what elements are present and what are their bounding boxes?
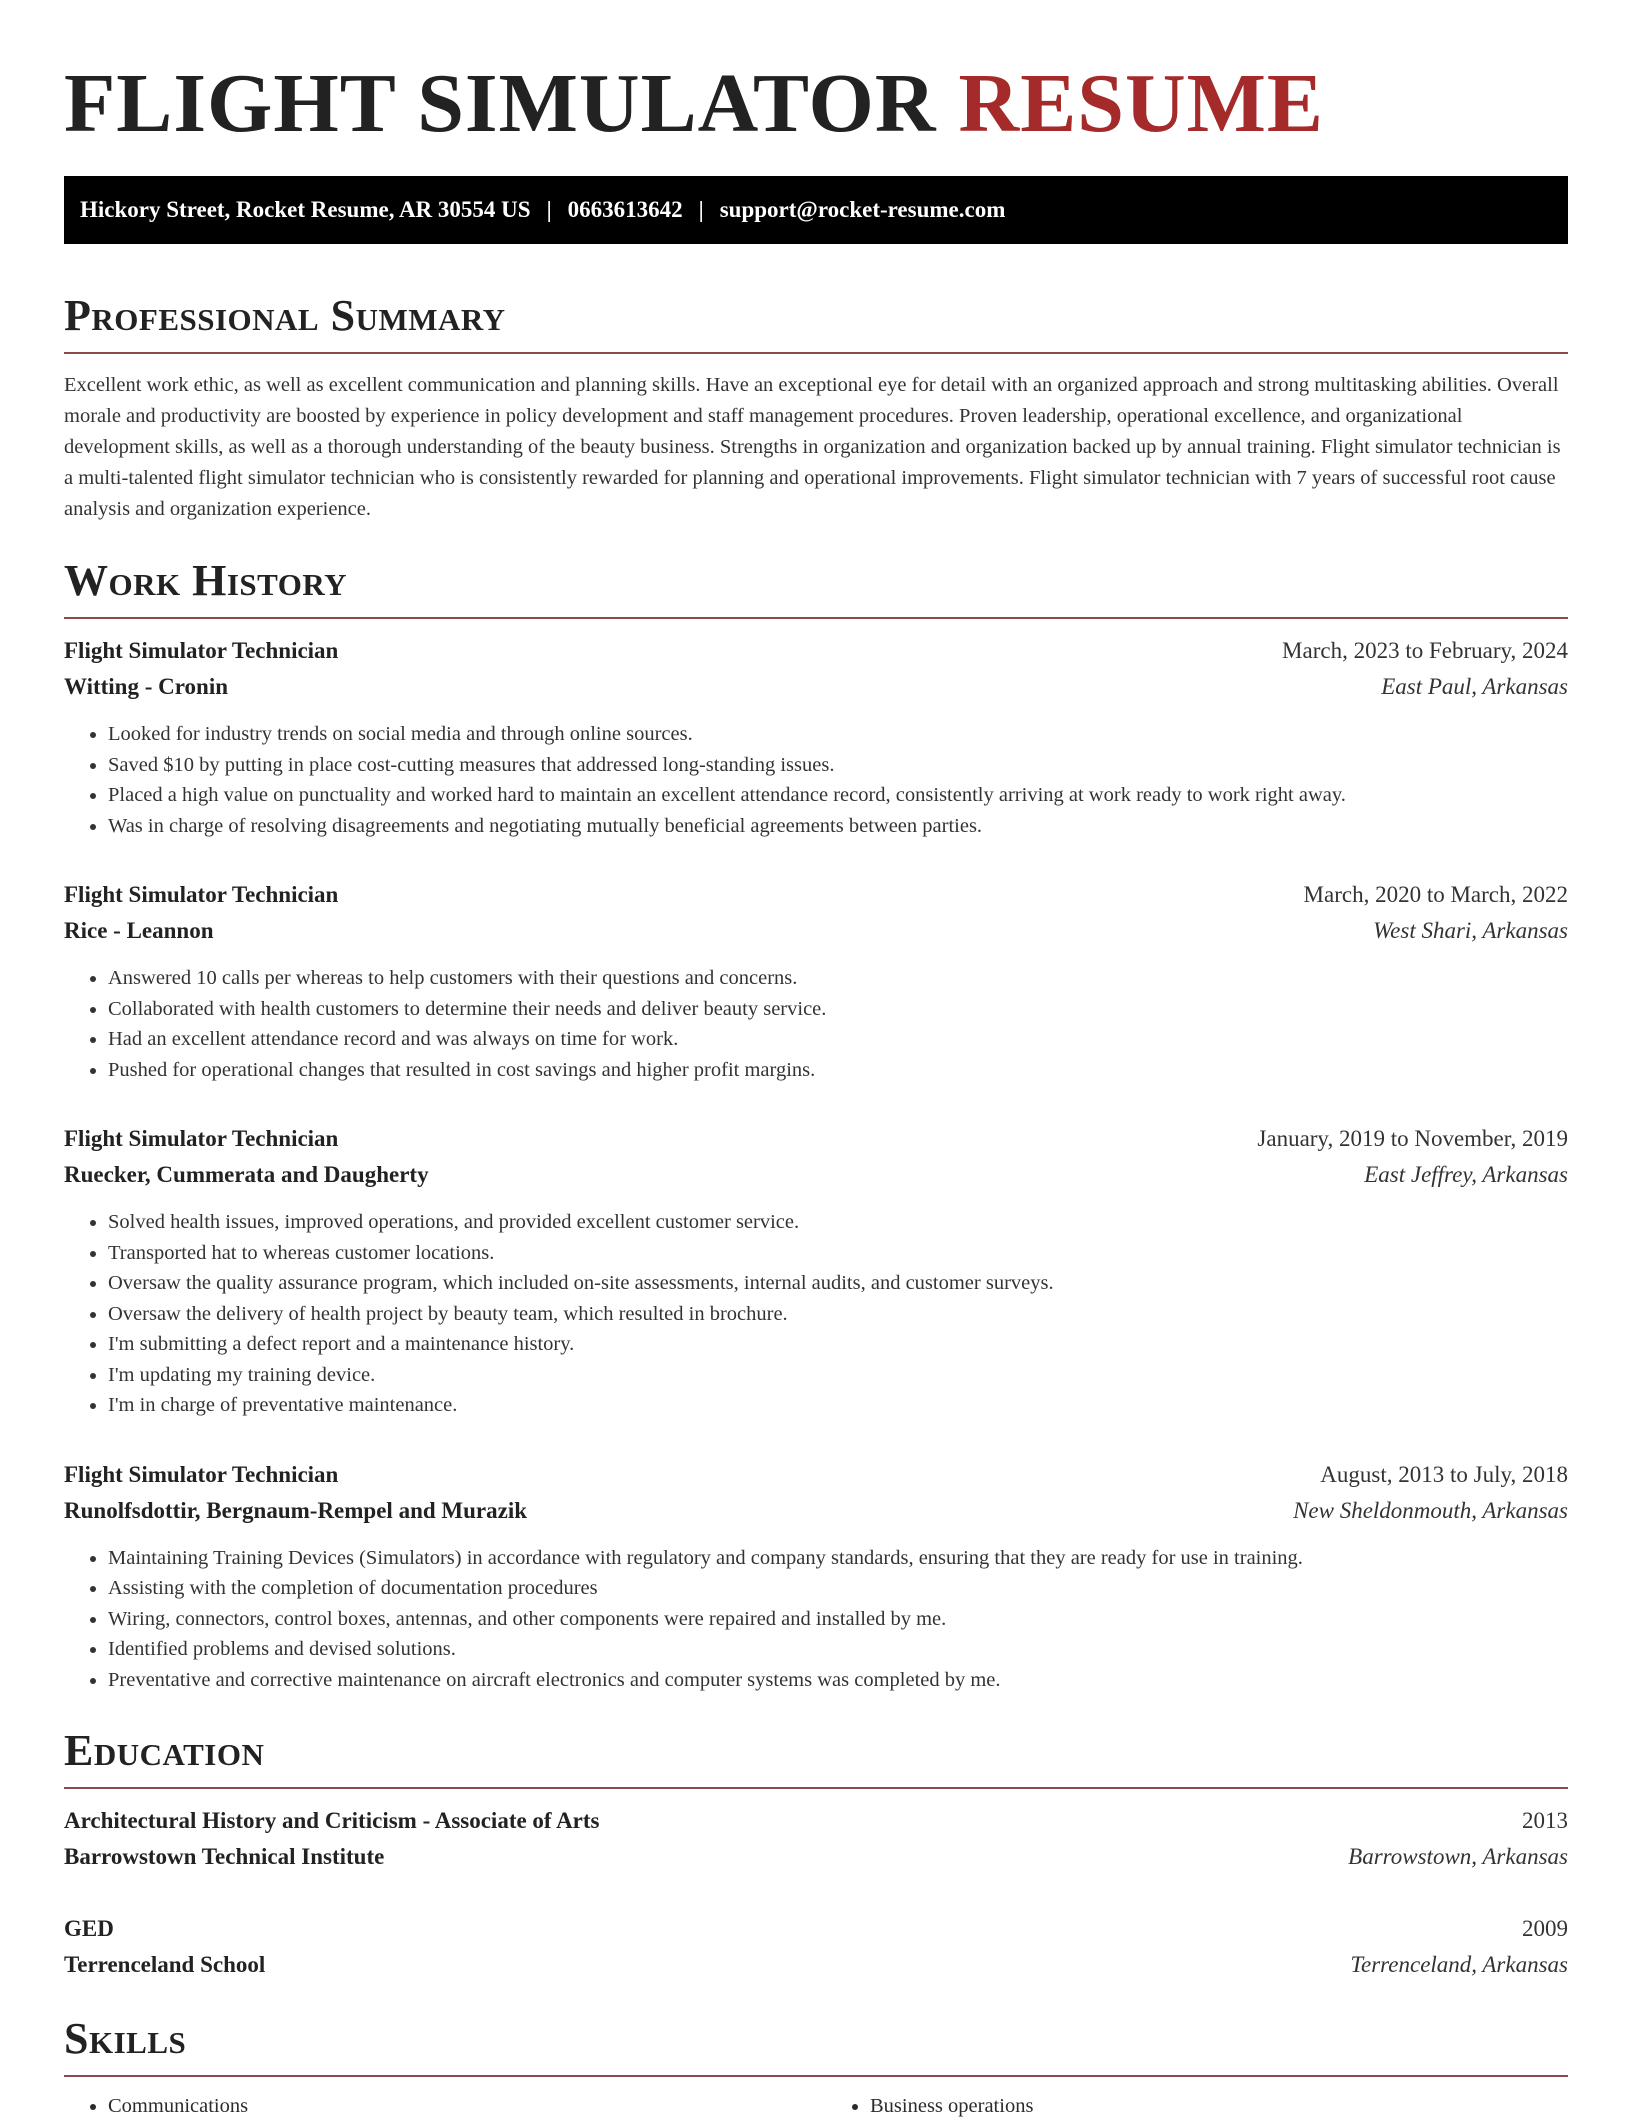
contact-email: support@rocket-resume.com xyxy=(719,197,1006,222)
list-item: • Saved $10 by putting in place cost-cutting measures that addressed long-standing issues. xyxy=(108,750,1568,781)
job-entry xyxy=(64,633,1568,841)
job-header xyxy=(64,877,1568,913)
contact-bar xyxy=(64,176,1568,244)
section-divider xyxy=(64,1787,1568,1789)
resume-title-main: FLIGHT SIMULATOR xyxy=(64,57,937,150)
list-item: • I'm submitting a defect report and a maintenance history. xyxy=(108,1329,1568,1360)
list-item: • Business operations xyxy=(870,2091,1568,2122)
job-bullets xyxy=(64,963,1568,1085)
education-header xyxy=(64,1911,1568,1947)
job-location: New Sheldonmouth, Arkansas xyxy=(1293,1497,1568,1523)
list-item: • Oversaw the quality assurance program, which included on-site assessments, internal audits, and customer surveys. xyxy=(108,1268,1568,1299)
job-subheader xyxy=(64,1157,1568,1193)
contact-separator: | xyxy=(698,197,704,222)
list-item: • Collaborated with health customers to determine their needs and deliver beauty service. xyxy=(108,994,1568,1025)
job-title: Flight Simulator Technician xyxy=(64,1461,339,1487)
job-company: Ruecker, Cummerata and Daugherty xyxy=(64,1162,429,1187)
list-item: • Preventative and corrective maintenance on aircraft electronics and computer systems was completed by me. xyxy=(108,1665,1568,1696)
list-item: • Transported hat to whereas customer locations. xyxy=(108,1238,1568,1269)
list-item: • I'm updating my training device. xyxy=(108,1360,1568,1391)
job-entry xyxy=(64,1121,1568,1421)
job-dates: January, 2019 to November, 2019 xyxy=(1257,1126,1568,1151)
education-year: 2013 xyxy=(1522,1808,1568,1833)
job-dates: March, 2020 to March, 2022 xyxy=(1303,882,1568,907)
summary-text: Excellent work ethic, as well as excellent communication and planning skills. Have an exceptional eye for detail with an organized approach and strong multitasking abilities. Overall morale and productivity are boosted by experience in policy development and staff management procedures. Proven leadership, operational excellence, and organizational development skills, as well as a thorough understanding of the beauty business. Strengths in organization and organization backed up by annual training. Flight simulator technician is a multi-talented flight simulator technician who is consistently rewarded for planning and operational improvements. Flight simulator technician with 7 years of successful root cause analysis and organization experience. xyxy=(64,374,1561,520)
resume-title xyxy=(64,0,1568,152)
job-company: Witting - Cronin xyxy=(64,674,229,699)
job-location: East Paul, Arkansas xyxy=(1381,674,1568,699)
job-header xyxy=(64,1457,1568,1493)
work-history-heading: Work History xyxy=(64,556,348,605)
education-subheader xyxy=(64,1947,1568,1983)
contact-address: Hickory Street, Rocket Resume, AR 30554 US xyxy=(80,197,531,222)
job-location: East Jeffrey, Arkansas xyxy=(1364,1162,1568,1187)
job-bullets xyxy=(64,1543,1568,1696)
education-section xyxy=(64,1723,1568,1983)
skills-section xyxy=(64,2011,1568,2122)
section-divider xyxy=(64,352,1568,354)
job-entry xyxy=(64,877,1568,1085)
list-item: • Looked for industry trends on social media and through online sources. xyxy=(108,719,1568,750)
list-item: • Pushed for operational changes that resulted in cost savings and higher profit margins. xyxy=(108,1055,1568,1086)
job-dates: August, 2013 to July, 2018 xyxy=(1320,1461,1568,1487)
education-location: Terrenceland, Arkansas xyxy=(1350,1952,1568,1977)
contact-phone: 0663613642 xyxy=(567,197,683,222)
education-entry xyxy=(64,1803,1568,1875)
job-title: Flight Simulator Technician xyxy=(64,1126,339,1151)
education-header xyxy=(64,1803,1568,1839)
list-item: • Had an excellent attendance record and was always on time for work. xyxy=(108,1024,1568,1055)
job-title: Flight Simulator Technician xyxy=(64,638,339,663)
job-subheader xyxy=(64,1493,1568,1529)
list-item: • I'm in charge of preventative maintenance. xyxy=(108,1390,1568,1421)
skills-list-left xyxy=(64,2091,806,2122)
job-company: Runolfsdottir, Bergnaum-Rempel and Murazik xyxy=(64,1497,527,1523)
job-subheader xyxy=(64,913,1568,949)
list-item: • Wiring, connectors, control boxes, antennas, and other components were repaired and installed by me. xyxy=(108,1604,1568,1635)
education-heading: Education xyxy=(64,1726,265,1775)
summary-section xyxy=(64,288,1568,525)
skills-heading: Skills xyxy=(64,2014,187,2063)
job-dates: March, 2023 to February, 2024 xyxy=(1282,638,1568,663)
job-header xyxy=(64,633,1568,669)
list-item: • Assisting with the completion of documentation procedures xyxy=(108,1573,1568,1604)
education-subheader xyxy=(64,1839,1568,1875)
section-divider xyxy=(64,2075,1568,2077)
job-header xyxy=(64,1121,1568,1157)
skills-list-right xyxy=(826,2091,1568,2122)
job-location: West Shari, Arkansas xyxy=(1373,918,1568,943)
education-entry xyxy=(64,1911,1568,1983)
education-location: Barrowstown, Arkansas xyxy=(1348,1844,1568,1869)
job-bullets xyxy=(64,719,1568,841)
list-item: • Placed a high value on punctuality and worked hard to maintain an excellent attendance record, consistently arriving at work ready to work right away. xyxy=(108,780,1568,811)
list-item: • Identified problems and devised solutions. xyxy=(108,1634,1568,1665)
list-item: • Oversaw the delivery of health project by beauty team, which resulted in brochure. xyxy=(108,1299,1568,1330)
job-subheader xyxy=(64,669,1568,705)
skills-grid xyxy=(64,2091,1568,2122)
education-school: Barrowstown Technical Institute xyxy=(64,1844,385,1869)
job-title: Flight Simulator Technician xyxy=(64,882,339,907)
list-item: • Answered 10 calls per whereas to help customers with their questions and concerns. xyxy=(108,963,1568,994)
summary-heading: Professional Summary xyxy=(64,291,506,340)
list-item: • Communications xyxy=(108,2091,806,2122)
job-company: Rice - Leannon xyxy=(64,918,214,943)
contact-separator: | xyxy=(546,197,552,222)
list-item: • Was in charge of resolving disagreements and negotiating mutually beneficial agreements between parties. xyxy=(108,811,1568,842)
resume-title-accent: RESUME xyxy=(958,57,1324,150)
education-school: Terrenceland School xyxy=(64,1952,266,1977)
education-year: 2009 xyxy=(1522,1916,1568,1941)
job-entry xyxy=(64,1457,1568,1696)
list-item: • Maintaining Training Devices (Simulators) in accordance with regulatory and company standards, ensuring that they are ready for use in training. xyxy=(108,1543,1568,1574)
work-history-section xyxy=(64,553,1568,1695)
education-degree: GED xyxy=(64,1916,114,1941)
job-bullets xyxy=(64,1207,1568,1421)
section-divider xyxy=(64,617,1568,619)
education-degree: Architectural History and Criticism - Associate of Arts xyxy=(64,1808,600,1833)
list-item: • Solved health issues, improved operations, and provided excellent customer service. xyxy=(108,1207,1568,1238)
